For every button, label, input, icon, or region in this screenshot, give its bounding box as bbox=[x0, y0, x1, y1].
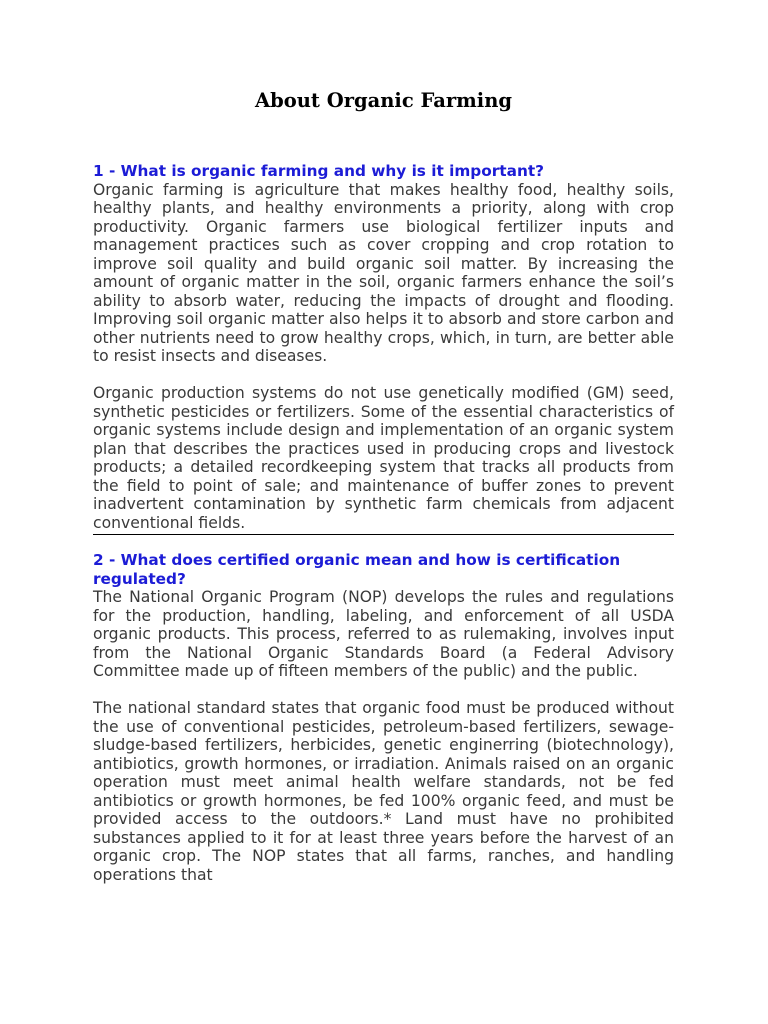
document-page bbox=[93, 0, 674, 884]
paragraph: Organic farming is agriculture that makes healthy food, healthy soils, healthy plants, and healthy environments a priority, along with crop productivity. Organic farmers use biological fertilizer inputs and management practices such as cover cropping and crop rotation to improve soil quality and build organic soil matter. By increasing the amount of organic matter in the soil, organic farmers enhance the soil’s ability to absorb water, reducing the impacts of drought and flooding. Improving soil organic matter also helps it to absorb and store carbon and other nutrients need to grow healthy crops, which, in turn, are better able to resist insects and diseases. bbox=[93, 180, 674, 365]
paragraph-spacer bbox=[93, 681, 674, 700]
section-heading: 1 - What is organic farming and why is it important? bbox=[93, 162, 545, 180]
paragraph-spacer bbox=[93, 366, 674, 385]
section-divider bbox=[93, 534, 674, 535]
section-heading: 2 - What does certified organic mean and how is certification regulated? bbox=[93, 551, 621, 588]
section-2 bbox=[93, 551, 674, 884]
paragraph: Organic production systems do not use genetically modified (GM) seed, synthetic pesticides or fertilizers. Some of the essential characteristics of organic systems include design and implementation of an organic system plan that describes the practices used in producing crops and livestock products; a detailed recordkeeping system that tracks all products from the field to point of sale; and maintenance of buffer zones to prevent inadvertent contamination by synthetic farm chemicals from adjacent conventional fields. bbox=[93, 384, 674, 532]
section-1 bbox=[93, 162, 674, 532]
paragraph: The National Organic Program (NOP) develops the rules and regulations for the production, handling, labeling, and enforcement of all USDA organic products. This process, referred to as rulemaking, involves input from the National Organic Standards Board (a Federal Advisory Committee made up of fifteen members of the public) and the public. bbox=[93, 588, 674, 680]
document-title: About Organic Farming bbox=[254, 89, 513, 112]
paragraph: The national standard states that organic food must be produced without the use of conventional pesticides, petroleum-based fertilizers, sewage-sludge-based fertilizers, herbicides, genetic enginerring (biotechnology), antibiotics, growth hormones, or irradiation. Animals raised on an organic operation must meet animal health welfare standards, not be fed antibiotics or growth hormones, be fed 100% organic feed, and must be provided access to the outdoors.* Land must have no prohibited substances applied to it for at least three years before the harvest of an organic crop. The NOP states that all farms, ranches, and handling operations that bbox=[93, 699, 674, 884]
